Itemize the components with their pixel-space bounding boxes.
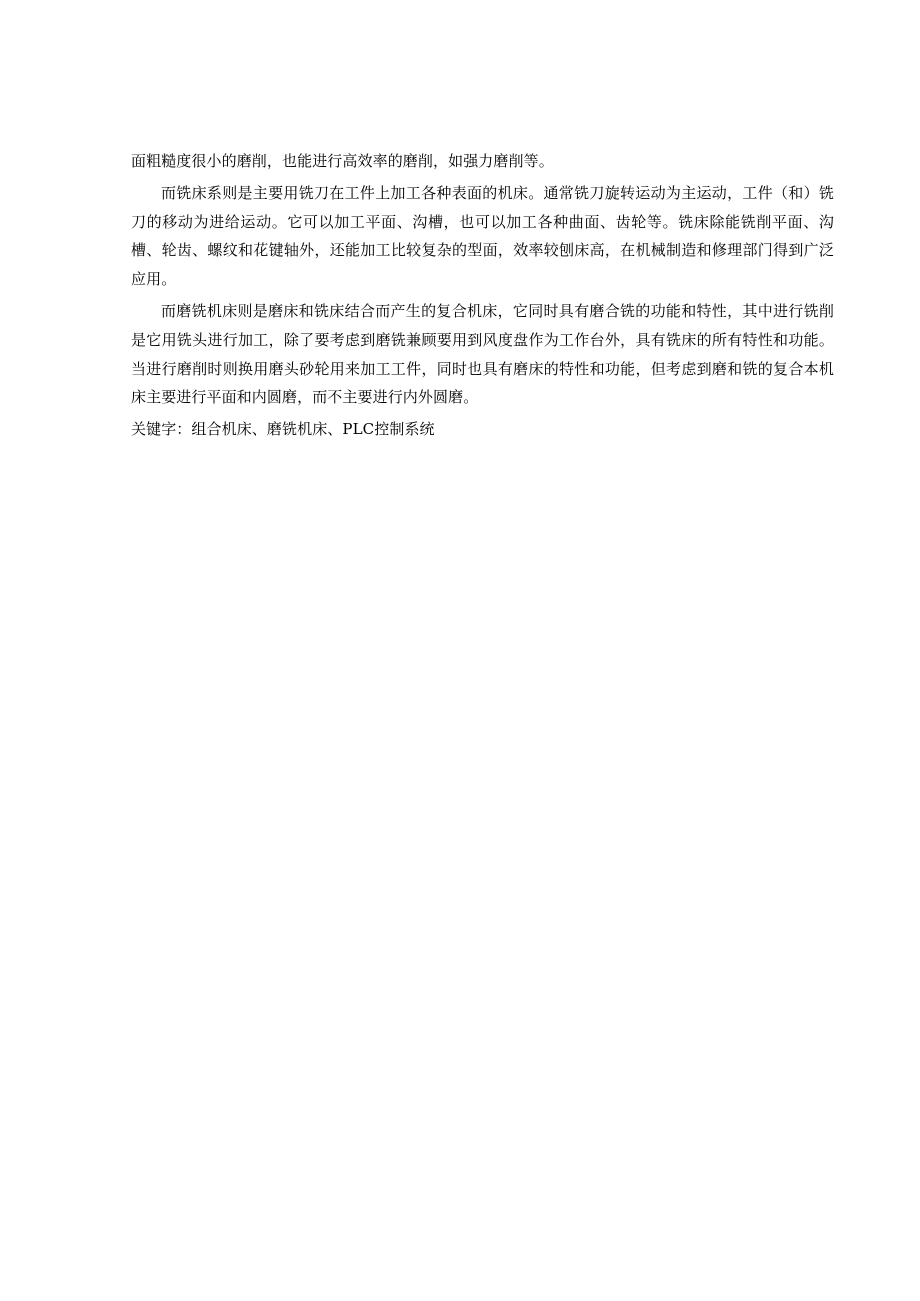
paragraph-milling-machine: 而铣床系则是主要用铣刀在工件上加工各种表面的机床。通常铣刀旋转运动为主运动，工件（和）铣刀的移动为进给运动。它可以加工平面、沟槽，也可以加工各种曲面、齿轮等。铣床除能铣削平面、沟槽、轮齿、螺纹和花键轴外，还能加工比较复杂的型面，效率较刨床高，在机械制造和修理部门得到广泛应用。 [131,183,834,289]
document-body [131,147,834,444]
keywords-label: 关键字： [131,420,192,439]
keywords-line [131,415,834,444]
paragraph-continuation: 面粗糙度很小的磨削，也能进行高效率的磨削，如强力磨削等。 [131,152,554,170]
keywords-text: 组合机床、磨铣机床、PLC控制系统 [191,420,435,439]
paragraph-grinding-milling-machine: 而磨铣机床则是磨床和铣床结合而产生的复合机床，它同时具有磨合铣的功能和特性，其中进行铣削是它用铣头进行加工，除了要考虑到磨铣兼顾要用到风度盘作为工作台外，具有铣床的所有特性和功能。当进行磨削时则换用磨头砂轮用来加工工件，同时也具有磨床的特性和功能，但考虑到磨和铣的复合本机床主要进行平面和内圆磨，而不主要进行内外圆磨。 [131,301,834,407]
